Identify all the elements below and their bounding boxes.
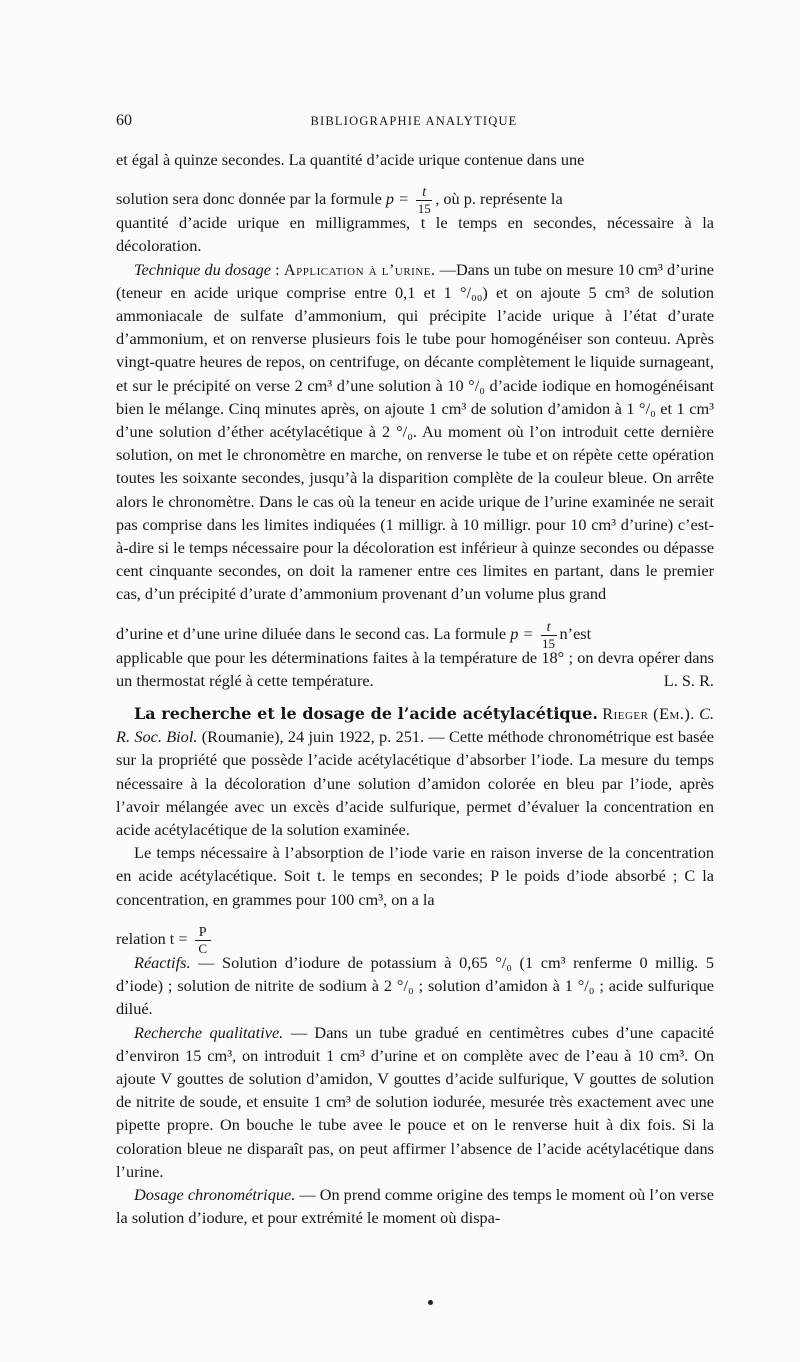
formula-2-numerator: t [546, 619, 551, 635]
relation-numerator: P [198, 924, 207, 940]
paragraph-1-formula-line [116, 171, 714, 217]
paragraph-2-end-text: applicable que pour les déterminations faites à la température de 18° ; on devra opérer dans un thermostat réglé à cette température. [116, 647, 714, 690]
technique-title: Technique du dosage [134, 259, 271, 279]
paragraph-2-text-after-formula: n’est [559, 623, 592, 643]
paragraph-2-text-before-formula: d’urine et d’une urine diluée dans le second cas. La formule [116, 623, 507, 643]
citation-journal: C. R. Soc. Biol. [116, 704, 715, 747]
running-title: BIBLIOGRAPHIE ANALYTIQUE [310, 114, 518, 128]
section-paragraph-2: Le temps nécessaire à l’absorption de l’iode varie en raison inverse de la concentration en acide acétylacétique. Soit t. le temps en secondes; P le poids d’iode absorbé ; C la concentration, en grammes pour 100 cm³, on a la [116, 843, 714, 909]
qualitative-text: — Dans un tube gradué en centimètres cubes d’une capacité d’environ 15 cm³, on introduit 1 cm³ d’urine et on complète avec de l’eau à 10 cm³. On ajoute V gouttes de solution d’amidon, V gouttes d’acide sulfurique, V gouttes de solution de nitrite de soude, et ensuite 1 cm³ de solution iodurée, mesurée très exactement avec une pipette propre. On bouche le tube avee le pouce et on le renverse huit à dix fois. Si la coloration bleue ne disparaît pas, on peut affirmer l’absence de l’acide acétylacétique dans l’urine. [116, 1022, 714, 1181]
formula-2-fraction [541, 620, 557, 651]
paragraph-2-text: —Dans un tube on mesure 10 cm³ d’urine (teneur en acide urique comprise entre 0,1 et 1 °/₀₀) et on ajoute 5 cm³ de solution ammoniacale de sulfate d’ammonium, qui précipite l’acide urique à l’état d’urate d’ammonium, et on renverse plusieurs fois le tube pour homogénéiser son conteuu. Après vingt-quatre heures de repos, on centrifuge, on décante complètement le liquide surnageant, et sur le précipité on verse 2 cm³ d’une solution à 10 °/₀ d’acide iodique en homogénéisant bien le mélange. Cinq minutes après, on ajoute 1 cm³ de solution d’amidon à 1 °/₀ et 1 cm³ d’une solution d’éther acétylacétique à 2 °/₀. Au moment où l’on introduit cette dernière solution, on met le chronomètre en marche, on renverse le tube et on répète cette opération toutes les soixante secondes, jusqu’à la disparition complète de la couleur bleue. On arrête alors le chronomètre. Dans le cas où la teneur en acide urique de l’urine examinée ne serait pas comprise dans les limites indiquées (1 milligr. à 10 milligr. pour 10 cm³ d’urine) c’est-à-dire si le temps nécessaire pour la décoloration est inférieur à quinze secondes ou dépasse cent cinquante secondes, on doit la ramener entre ces limites en partant, dans le premier cas, d’un précipité d’urate d’ammonium provenant d’un volume plus grand [116, 259, 714, 604]
chronometric-paragraph [116, 1183, 714, 1229]
paragraph-2-formula-line [116, 606, 714, 651]
paragraph-2-end [116, 646, 714, 692]
formula-denominator: 15 [417, 201, 431, 217]
ink-spot [428, 1300, 433, 1305]
document-body [116, 148, 714, 1229]
chronometric-title: Dosage chronométrique. [134, 1184, 296, 1204]
paragraph-1-line-1: et égal à quinze secondes. La quantité d’acide urique contenue dans une [116, 150, 585, 169]
author: Rieger (Em.). [602, 704, 695, 724]
page-number: 60 [116, 112, 132, 129]
reactifs-paragraph [116, 951, 714, 1021]
formula-2-lhs: p = [510, 623, 534, 643]
signature: L. S. R. [663, 670, 714, 690]
qualitative-title: Recherche qualitative. [134, 1022, 284, 1042]
section-paragraph-1 [116, 702, 714, 841]
paragraph-1-text-after-formula: , où p. représente la [435, 189, 563, 209]
section-title: La recherche et le dosage de l’acide acétylacétique. [134, 704, 599, 724]
page-header [116, 112, 712, 138]
relation-denominator: C [198, 940, 207, 956]
formula-2-denominator: 15 [542, 635, 556, 651]
formula-lhs: p = [385, 189, 410, 209]
application-heading: : Application à l’urine. [275, 259, 436, 279]
reactifs-title: Réactifs. [134, 952, 191, 972]
paragraph-1-end: quantité d’acide urique en milligrammes, t le temps en secondes, nécessaire à la décoloration. [116, 213, 714, 256]
paragraph-2 [116, 258, 714, 606]
chronometric-text: — On prend comme origine des temps le moment où l’on verse la solution d’iodure, et pour extrémité le moment où dispa- [116, 1184, 714, 1228]
reactifs-text: — Solution d’iodure de potassium à 0,65 °/₀ (1 cm³ renferme 0 millig. 5 d’iode) ; solution de nitrite de sodium à 2 °/₀ ; solution d’amidon à 1 °/₀ ; acide sulfurique dilué. [116, 952, 714, 1019]
section-text-1: — Cette méthode chronométrique est basée sur la propriété que possède l’acide acétylacétique d’absorber l’iode. La mesure du temps nécessaire à la décoloration d’une solution d’amidon colorée en bleu par l’iode, après l’avoir mélangée avec un excès d’acide sulfurique, permet d’évaluer la concentration en acide acétylacétique de la solution examinée. [116, 727, 714, 840]
relation-line [116, 911, 714, 956]
relation-label: relation t = [116, 929, 188, 949]
qualitative-paragraph [116, 1021, 714, 1183]
formula-numerator: t [422, 185, 427, 201]
formula-fraction [416, 185, 432, 216]
relation-fraction [195, 925, 211, 956]
citation-details: (Roumanie), 24 juin 1922, p. 251. [201, 727, 425, 747]
paragraph-1-text-before-formula: solution sera donc donnée par la formule [116, 189, 382, 209]
